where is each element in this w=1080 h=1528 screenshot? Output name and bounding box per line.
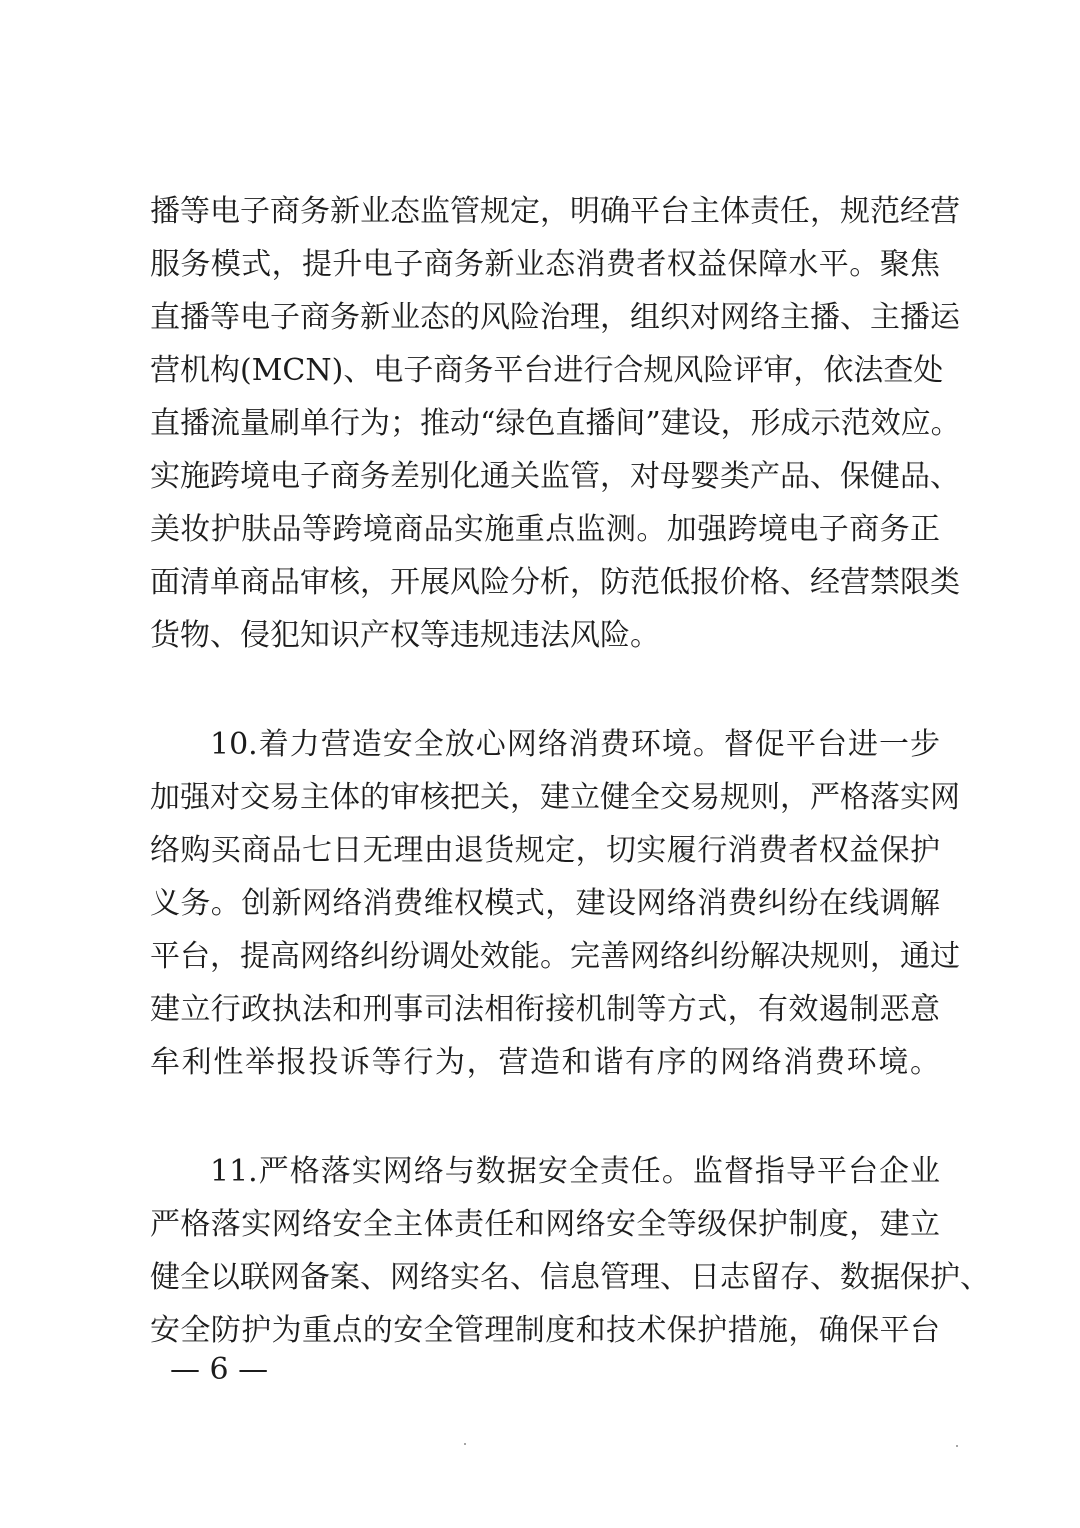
- text-line: 平台，提高网络纠纷调处效能。完善网络纠纷解决规则，通过: [150, 939, 960, 974]
- page-number: — 6 —: [170, 1352, 269, 1387]
- text-line: 义务。创新网络消费维权模式，建设网络消费纠纷在线调解: [150, 886, 940, 921]
- text-line: 加强对交易主体的审核把关，建立健全交易规则，严格落实网: [150, 780, 960, 815]
- text-line: 牟利性举报投诉等行为，营造和谐有序的网络消费环境。: [150, 1045, 940, 1080]
- text-line: 播等电子商务新业态监管规定，明确平台主体责任，规范经营: [150, 194, 960, 229]
- text-line: 服务模式，提升电子商务新业态消费者权益保障水平。聚焦: [150, 247, 940, 282]
- text-line: 面清单商品审核，开展风险分析，防范低报价格、经营禁限类: [150, 565, 960, 600]
- text-line: 严格落实网络安全主体责任和网络安全等级保护制度，建立: [150, 1207, 940, 1242]
- text-line: 实施跨境电子商务差别化通关监管，对母婴类产品、保健品、: [150, 459, 960, 494]
- text-line: 货物、侵犯知识产权等违规违法风险。: [150, 618, 660, 653]
- item-heading-line: 10.着力营造安全放心网络消费环境。督促平台进一步: [210, 727, 940, 762]
- scan-speck: [464, 1443, 466, 1445]
- scan-speck: [956, 1445, 958, 1447]
- text-line: 建立行政执法和刑事司法相衔接机制等方式，有效遏制恶意: [150, 992, 940, 1027]
- item-heading-line: 11.严格落实网络与数据安全责任。监督指导平台企业: [210, 1154, 940, 1189]
- text-line: 营机构(MCN)、电子商务平台进行合规风险评审，依法查处: [150, 353, 944, 388]
- text-line: 安全防护为重点的安全管理制度和技术保护措施，确保平台: [150, 1313, 940, 1348]
- text-line: 美妆护肤品等跨境商品实施重点监测。加强跨境电子商务正: [150, 512, 940, 547]
- text-line: 直播流量刷单行为；推动“绿色直播间”建设，形成示范效应。: [150, 406, 961, 441]
- text-line: 直播等电子商务新业态的风险治理，组织对网络主播、主播运: [150, 300, 960, 335]
- text-line: 健全以联网备案、网络实名、信息管理、日志留存、数据保护、: [150, 1260, 990, 1295]
- text-line: 络购买商品七日无理由退货规定，切实履行消费者权益保护: [150, 833, 940, 868]
